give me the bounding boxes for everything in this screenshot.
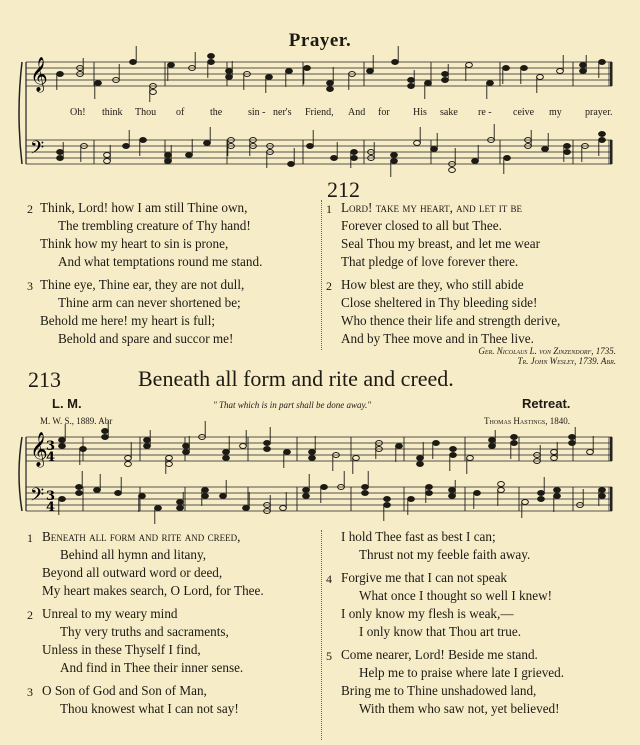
lyric-word: prayer. (585, 107, 613, 118)
note-head (557, 69, 564, 74)
lyric-word: the (210, 107, 223, 118)
lyric-word: sin - (248, 107, 266, 118)
stanza-line: Bring me to Thine unshadowed land, (341, 683, 537, 698)
note-head (450, 447, 457, 452)
note-head (466, 63, 473, 68)
hymn-212-credit (478, 346, 616, 366)
note-head (303, 488, 310, 493)
note-head (243, 506, 250, 511)
note-head (426, 491, 433, 496)
hymn-213-music-credit: Thomas Hastings, 1840. (484, 416, 571, 426)
stanza-number: 1 (326, 202, 332, 216)
note-head (264, 441, 271, 446)
note-head (599, 132, 606, 137)
note-head (165, 153, 172, 158)
stanza-line: O Son of God and Son of Man, (42, 683, 207, 698)
note-head (599, 60, 606, 65)
treble-clef: 𝄞 (30, 432, 48, 467)
note-head (57, 72, 64, 77)
hymn-213-title: Beneath all form and rite and creed. (138, 366, 454, 391)
note-head (304, 66, 311, 71)
note-head (498, 488, 505, 493)
credit-author: Ger. Nicolaus L. von Zinzendorf, 1735. (478, 346, 616, 356)
note-head (587, 450, 594, 455)
lyric-word: ceive (513, 107, 535, 118)
note-head (498, 482, 505, 487)
note-head (599, 494, 606, 499)
stanza-line: Thine arm can never shortened be; (58, 295, 241, 310)
note-head (414, 141, 421, 146)
lyric-word: sake (440, 107, 458, 118)
stanza-line: That pledge of love forever there. (341, 254, 519, 269)
hymn-213-meter: L. M. (52, 396, 82, 411)
bass-clef: 𝄢 (30, 485, 45, 510)
note-head (362, 491, 369, 496)
note-head (391, 159, 398, 164)
stanza-line: Seal Thou my breast, and let me wear (341, 236, 540, 251)
note-head (307, 144, 314, 149)
stanza-line: Close sheltered in Thy bleeding side! (341, 295, 538, 310)
note-head (450, 453, 457, 458)
note-head (57, 150, 64, 155)
note-head (177, 500, 184, 505)
hymn-213-epigraph: " That which is in part shall be done away." (213, 400, 372, 410)
note-head (286, 69, 293, 74)
brace (19, 62, 22, 164)
note-head (449, 168, 456, 173)
stanza-number: 4 (326, 572, 332, 586)
note-head (327, 87, 334, 92)
note-head (474, 491, 481, 496)
note-head (140, 138, 147, 143)
note-head (264, 447, 271, 452)
note-head (511, 441, 518, 446)
stanza-line: I only know that Thou art true. (359, 624, 522, 639)
stanza-number: 3 (27, 685, 33, 699)
note-head (564, 150, 571, 155)
final-bar (610, 62, 613, 86)
note-head (130, 60, 137, 65)
note-head (59, 497, 66, 502)
note-head (208, 60, 215, 65)
note-head (183, 444, 190, 449)
time-signature: 3 (46, 439, 56, 454)
note-head (396, 444, 403, 449)
time-signature: 4 (46, 450, 56, 465)
time-signature: 4 (46, 500, 56, 515)
stanza-line: The trembling creature of Thy hand! (58, 218, 251, 233)
note-head (168, 63, 175, 68)
note-head (144, 438, 151, 443)
note-head (223, 450, 230, 455)
stanza-line: What once I thought so well I knew! (359, 588, 552, 603)
note-head (226, 75, 233, 80)
note-head (425, 81, 432, 86)
note-head (599, 138, 606, 143)
stanza-line: Unreal to my weary mind (42, 606, 178, 621)
note-head (123, 144, 130, 149)
stanza-line: Thou knowest what I can not say! (60, 701, 239, 716)
stanza-number: 5 (326, 649, 332, 663)
final-bar (610, 487, 613, 511)
note-head (266, 75, 273, 80)
final-bar (610, 437, 613, 461)
note-head (76, 491, 83, 496)
column-divider (321, 200, 322, 350)
note-head (280, 506, 287, 511)
note-head (433, 441, 440, 446)
note-head (94, 488, 101, 493)
note-head (57, 156, 64, 161)
note-head (551, 456, 558, 461)
stanza-line: I hold Thee fast as best I can; (341, 529, 496, 544)
note-head (165, 159, 172, 164)
note-head (104, 153, 111, 158)
stanza-line: And find in Thee their inner sense. (60, 660, 244, 675)
stanza-line: Thy very truths and sacraments, (60, 624, 229, 639)
note-head (309, 456, 316, 461)
note-head (408, 497, 415, 502)
time-signature: 3 (46, 489, 56, 504)
note-head (202, 494, 209, 499)
note-head (59, 444, 66, 449)
note-head (226, 69, 233, 74)
note-head (166, 462, 173, 467)
note-head (102, 435, 109, 440)
stanza-line: Beyond all outward word or deed, (42, 565, 223, 580)
stanza-line: My heart makes search, O Lord, for Thee. (42, 583, 264, 598)
column-divider (321, 530, 322, 740)
note-head (442, 72, 449, 77)
note-head (223, 456, 230, 461)
note-head (177, 506, 184, 511)
lyric-word: ner's (273, 107, 292, 118)
note-head (442, 78, 449, 83)
top-hymn-title: Prayer. (288, 30, 352, 51)
lyric-word: His (413, 107, 427, 118)
stanza-line: With them who saw not, yet believed! (359, 701, 560, 716)
stanza-line: Unless in these Thyself I find, (42, 642, 201, 657)
stanza-line: I only know my flesh is weak,— (341, 606, 514, 621)
note-head (564, 144, 571, 149)
note-head (186, 153, 193, 158)
note-head (580, 63, 587, 68)
note-head (208, 54, 215, 59)
stanza-line: Help me to praise where late I grieved. (359, 665, 565, 680)
note-head (303, 494, 310, 499)
note-head (362, 485, 369, 490)
hymn-213-number: 213 (28, 367, 61, 392)
note-head (538, 491, 545, 496)
stanza-line: And by Thee move and in Thee live. (341, 331, 534, 346)
bass-clef: 𝄢 (30, 138, 45, 163)
hymn-212-number: 212 (327, 177, 360, 202)
stanza-line: And what temptations round me stand. (58, 254, 263, 269)
note-head (504, 156, 511, 161)
hymn-213-text-credit: M. W. S., 1889. Abr (40, 416, 113, 426)
note-head (384, 503, 391, 508)
note-head (580, 69, 587, 74)
note-head (351, 150, 358, 155)
note-head (569, 435, 576, 440)
note-head (542, 147, 549, 152)
note-head (139, 494, 146, 499)
note-head (240, 444, 247, 449)
note-head (351, 156, 358, 161)
note-head (417, 462, 424, 467)
note-head (284, 450, 291, 455)
stanza-number: 2 (27, 202, 33, 216)
stanza-number: 1 (27, 531, 33, 545)
note-head (511, 435, 518, 440)
note-head (183, 450, 190, 455)
stanza-line: Thine eye, Thine ear, they are not dull, (40, 277, 245, 292)
stanza-line: Lord! take my heart, and let it be (341, 200, 523, 215)
note-head (554, 494, 561, 499)
note-head (391, 153, 398, 158)
note-head (467, 456, 474, 461)
note-head (327, 81, 334, 86)
note-head (503, 66, 510, 71)
note-head (384, 497, 391, 502)
note-head (449, 494, 456, 499)
note-head (288, 162, 295, 167)
note-head (76, 485, 83, 490)
note-head (489, 444, 496, 449)
stanza-line: Behold me here! my heart is full; (40, 313, 216, 328)
note-head (521, 66, 528, 71)
note-head (204, 141, 211, 146)
note-head (392, 60, 399, 65)
note-head (125, 462, 132, 467)
credit-translator: Tr. John Wesley, 1739. Abr. (517, 356, 616, 366)
note-head (104, 159, 111, 164)
stanza-number: 2 (326, 279, 332, 293)
lyric-word: Thou (135, 107, 157, 118)
note-head (417, 456, 424, 461)
note-head (599, 488, 606, 493)
lyric-word: think (102, 107, 123, 118)
stanza-line: Forgive me that I can not speak (341, 570, 508, 585)
stanza-line: Behind all hymn and litany, (60, 547, 207, 562)
stanza-line: Who thence their life and strength derive, (341, 313, 561, 328)
note-head (144, 444, 151, 449)
stanza-line: Beneath all form and rite and creed, (42, 529, 241, 544)
stanza-line: How blest are they, who still abide (341, 277, 524, 292)
note-head (220, 494, 227, 499)
stanza-line: Come nearer, Lord! Beside me stand. (341, 647, 538, 662)
lyric-word: my (549, 107, 562, 118)
note-head (554, 488, 561, 493)
note-head (408, 78, 415, 83)
stanza-line: Forever closed to all but Thee. (341, 218, 502, 233)
note-head (426, 485, 433, 490)
note-head (538, 497, 545, 502)
lyric-word: And (348, 107, 366, 118)
lyric-word: Oh! (70, 107, 86, 118)
note-head (321, 485, 328, 490)
note-head (150, 90, 157, 95)
stanza-number: 3 (27, 279, 33, 293)
treble-clef: 𝄞 (30, 57, 48, 92)
note-head (569, 441, 576, 446)
note-head (202, 488, 209, 493)
note-head (59, 438, 66, 443)
note-head (309, 450, 316, 455)
stanza-line: Behold and spare and succor me! (58, 331, 234, 346)
note-head (489, 438, 496, 443)
lyric-word: Friend, (305, 107, 334, 118)
stanza-line: Think, Lord! how I am still Thine own, (40, 200, 248, 215)
stanza-number: 2 (27, 608, 33, 622)
note-head (155, 506, 162, 511)
note-head (95, 81, 102, 86)
note-head (102, 429, 109, 434)
stanza-line: Think how my heart to sin is prone, (40, 236, 229, 251)
note-head (166, 456, 173, 461)
stanza-line: Thrust not my feeble faith away. (359, 547, 531, 562)
note-head (367, 69, 374, 74)
brace (19, 437, 22, 511)
note-head (80, 447, 87, 452)
lyric-word: of (176, 107, 185, 118)
final-bar (610, 140, 613, 164)
note-head (431, 147, 438, 152)
note-head (125, 456, 132, 461)
note-head (472, 159, 479, 164)
note-head (522, 500, 529, 505)
note-head (449, 488, 456, 493)
note-head (408, 84, 415, 89)
lyric-word: for (378, 107, 390, 118)
note-head (487, 81, 494, 86)
note-head (115, 491, 122, 496)
lyric-word: re - (478, 107, 492, 118)
note-head (537, 75, 544, 80)
note-head (353, 456, 360, 461)
hymn-213-tune-name: Retreat. (522, 396, 571, 411)
note-head (551, 450, 558, 455)
note-head (331, 156, 338, 161)
